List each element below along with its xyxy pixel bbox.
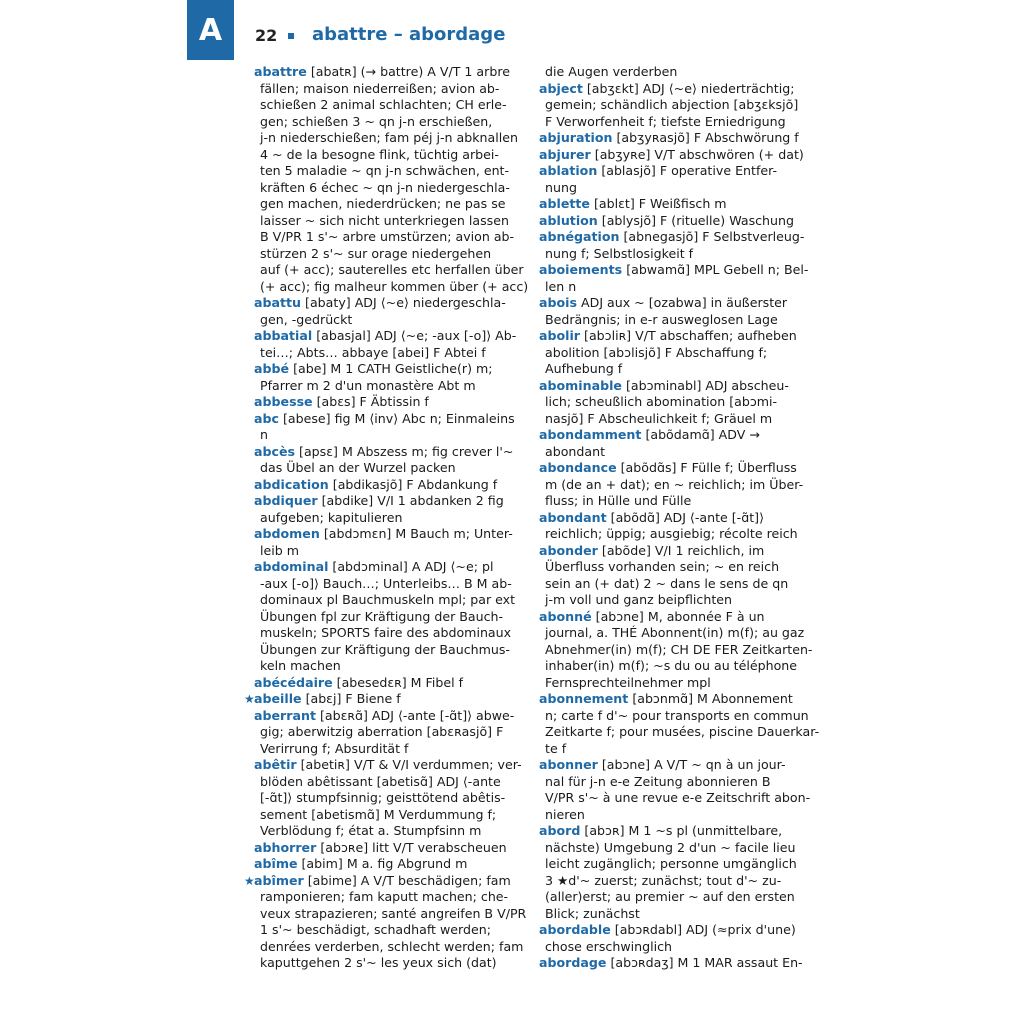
headword: abîmer bbox=[254, 872, 304, 888]
dictionary-entry bbox=[529, 427, 787, 444]
headword: abcès bbox=[254, 443, 296, 459]
entry-definition: [abnegasjõ] F Selbstverleug- bbox=[623, 229, 805, 244]
dictionary-entry bbox=[529, 130, 799, 147]
page-number: 22 bbox=[255, 26, 278, 45]
entry-continuation-line: (aller)erst; au premier ~ auf den ersten bbox=[545, 889, 795, 904]
headword: abonnement bbox=[539, 691, 629, 706]
headword: abnégation bbox=[539, 229, 620, 244]
entry-definition: [abɔʀe] litt V/T verabscheuen bbox=[320, 839, 507, 855]
entry-definition: [abɛʀɑ̃] ADJ ⟨-ante [-ɑ̃t]⟩ abwe- bbox=[319, 707, 515, 723]
entry-continuation-line: schießen 2 animal schlachten; CH erle- bbox=[260, 97, 507, 112]
entry-definition: [abdikasjõ] F Abdankung f bbox=[332, 476, 498, 492]
entry-definition: [abime] A V/T beschädigen; fam bbox=[307, 872, 511, 888]
entry-continuation-line: Zeitkarte f; pour musées, piscine Dauerkar- bbox=[545, 724, 820, 739]
entry-continuation-line: Überfluss vorhanden sein; ~ en reich bbox=[545, 559, 780, 574]
entry-continuation-line: abondant bbox=[545, 443, 606, 459]
entry-continuation-line: das Übel an der Wurzel packen bbox=[260, 460, 456, 475]
headword: abonner bbox=[539, 757, 598, 772]
headword: abbé bbox=[254, 361, 290, 376]
headword: aboiements bbox=[539, 262, 623, 277]
dictionary-entry bbox=[529, 262, 809, 279]
dictionary-entry bbox=[529, 378, 787, 395]
entry-continuation-line: sein an (+ dat) 2 ~ dans le sens de qn bbox=[545, 575, 789, 591]
headword: abdominal bbox=[254, 559, 329, 574]
entry-continuation-line: j-m voll und ganz beipflichten bbox=[545, 592, 732, 607]
entry-continuation-line: gen, -gedrückt bbox=[260, 311, 353, 327]
headword: abois bbox=[539, 295, 577, 310]
entry-continuation-line: ten 5 maladie ~ qn j-n schwächen, ent- bbox=[260, 163, 510, 178]
entry-continuation-line: -aux [-o]⟩ Bauch…; Unterleibs… B M ab- bbox=[260, 575, 512, 591]
entry-continuation-line: 4 ~ de la besogne flink, tüchtig arbei- bbox=[260, 146, 499, 162]
entry-definition: [ablasjõ] F operative Entfer- bbox=[601, 163, 778, 178]
dictionary-entry bbox=[244, 675, 514, 692]
entry-continuation-line: nasjõ] F Abscheulichkeit f; Gräuel m bbox=[545, 410, 773, 426]
dictionary-entry bbox=[244, 757, 522, 774]
dictionary-entry bbox=[529, 823, 787, 840]
entry-continuation-line: te f bbox=[545, 740, 567, 756]
headword: abdomen bbox=[254, 526, 320, 541]
dictionary-entry bbox=[529, 212, 794, 230]
entry-definition: [abetiʀ] V/T & V/I verdummen; ver- bbox=[300, 757, 522, 772]
right-column bbox=[529, 64, 820, 984]
entry-definition: [abõdɑ̃s] F Fülle f; Überfluss bbox=[620, 460, 797, 475]
header-square-icon bbox=[288, 33, 294, 39]
entry-continuation-line: nal für j-n e-e Zeitung abonnieren B bbox=[545, 773, 771, 789]
entry-continuation-line: j-n niederschießen; fam péj j-n abknallen bbox=[260, 130, 518, 145]
headword: abattu bbox=[254, 295, 302, 310]
dictionary-entry bbox=[529, 609, 787, 626]
entry-continuation-line: denrées verderben, schlecht werden; fam bbox=[260, 938, 524, 954]
headword: abhorrer bbox=[254, 839, 317, 855]
entry-definition: ADJ aux ~ [ozabwa] in äußerster bbox=[581, 295, 788, 310]
entry-continuation-line: keln machen bbox=[260, 658, 341, 673]
entry-continuation-line: lich; scheußlich abomination [abɔmi- bbox=[545, 394, 778, 409]
headword: abjurer bbox=[539, 146, 591, 162]
entry-continuation-line: reichlich; üppig; ausgiebig; récolte reich bbox=[545, 526, 798, 541]
dictionary-entry bbox=[244, 477, 514, 494]
running-head: abattre – abordage bbox=[312, 24, 506, 45]
entry-continuation-line: Pfarrer m 2 d'un monastère Abt m bbox=[260, 377, 476, 393]
dictionary-entry bbox=[244, 691, 514, 708]
entry-continuation-line: Bedrängnis; in e-r ausweglosen Lage bbox=[545, 311, 778, 327]
entry-continuation-line: fluss; in Hülle und Fülle bbox=[545, 493, 692, 508]
dictionary-entry bbox=[244, 361, 514, 378]
entry-continuation-line: gen machen, niederdrücken; ne pas se bbox=[260, 196, 506, 211]
dictionary-entry bbox=[244, 493, 514, 510]
entry-continuation-line: B V/PR 1 s'~ arbre umstürzen; avion ab- bbox=[260, 229, 515, 244]
dictionary-entry bbox=[244, 708, 514, 725]
headword: abîme bbox=[254, 856, 298, 871]
entry-continuation-line: n; carte f d'~ pour transports en commun bbox=[545, 707, 809, 723]
entry-continuation-line: gemein; schändlich abjection [abʒɛksjõ] bbox=[545, 97, 799, 112]
dictionary-entry bbox=[244, 873, 514, 890]
dictionary-entry bbox=[529, 691, 793, 708]
star-icon: ★ bbox=[244, 692, 255, 706]
entry-continuation-line: Aufhebung f bbox=[545, 361, 623, 376]
dictionary-entry bbox=[244, 295, 514, 312]
entry-definition: [apsɛ] M Abszess m; fig crever l'~ bbox=[299, 443, 514, 459]
entry-continuation-line: 1 s'~ beschädigt, schadhaft werden; bbox=[260, 922, 491, 937]
entry-continuation-line: die Augen verderben bbox=[545, 64, 678, 79]
entry-definition: [abʒyʀe] V/T abschwören (+ dat) bbox=[594, 146, 804, 162]
headword: abonné bbox=[539, 608, 592, 624]
entry-continuation-line: leicht zugänglich; personne umgänglich bbox=[545, 856, 797, 871]
entry-definition: [abɔʀ] M 1 ~s pl (unmittelbare, bbox=[584, 823, 783, 838]
headword: abolir bbox=[539, 328, 581, 343]
dictionary-entry bbox=[244, 444, 514, 461]
entry-definition: [abɛj] F Biene f bbox=[305, 691, 401, 706]
dictionary-entry bbox=[529, 80, 795, 98]
dictionary-entry bbox=[244, 840, 514, 857]
entry-continuation-line: fällen; maison niederreißen; avion ab- bbox=[260, 80, 500, 96]
dictionary-entry bbox=[529, 510, 787, 527]
entry-continuation-line: tei…; Abts… abbaye [abei] F Abtei f bbox=[260, 344, 486, 360]
dictionary-entry bbox=[529, 229, 805, 246]
entry-continuation-line: journal, a. THÉ Abonnent(in) m(f); au gaz bbox=[545, 625, 805, 640]
headword: abonder bbox=[539, 542, 598, 558]
entry-continuation-line: veux strapazieren; santé angreifen B V/PR bbox=[260, 905, 527, 921]
entry-continuation-line: abolition [abɔlisjõ] F Abschaffung f; bbox=[545, 344, 768, 360]
entry-definition: [abɔʀdaʒ] M 1 MAR assaut En- bbox=[610, 955, 803, 970]
headword: abbesse bbox=[254, 394, 313, 409]
entry-continuation-line: F Verworfenheit f; tiefste Erniedrigung bbox=[545, 113, 786, 129]
headword: ablette bbox=[539, 196, 590, 211]
entry-definition: [abɔnmɑ̃] M Abonnement bbox=[632, 691, 793, 706]
dictionary-entry bbox=[529, 196, 787, 213]
entry-continuation-line: Fernsprechteilnehmer mpl bbox=[545, 674, 711, 690]
dictionary-entry bbox=[244, 411, 514, 428]
entry-definition: [abasjal] ADJ ⟨~e; -aux [-o]⟩ Ab- bbox=[316, 328, 517, 343]
headword: abordage bbox=[539, 955, 607, 970]
entry-definition: [abõdɑ̃] ADJ ⟨-ante [-ɑ̃t]⟩ bbox=[610, 509, 764, 525]
entry-continuation-line: Übungen zur Kräftigung der Bauchmus- bbox=[260, 641, 510, 657]
entry-definition: [abatʀ] (→ battre) A V/T 1 arbre bbox=[310, 64, 510, 79]
headword: ablution bbox=[539, 212, 598, 228]
headword: ablation bbox=[539, 163, 598, 178]
dictionary-entry bbox=[529, 163, 787, 180]
entry-continuation-line: nung bbox=[545, 179, 577, 195]
entry-definition: [abõdamɑ̃] ADV → bbox=[645, 427, 760, 442]
dictionary-entry bbox=[244, 856, 514, 873]
entry-definition: [abe] M 1 CATH Geistliche(r) m; bbox=[293, 361, 493, 376]
entry-definition: [abdike] V/I 1 abdanken 2 fig bbox=[321, 493, 504, 508]
entry-continuation-line: chose erschwinglich bbox=[545, 938, 672, 954]
entry-continuation-line: kräften 6 échec ~ qn j-n niedergeschla- bbox=[260, 179, 510, 195]
entry-continuation-line: len n bbox=[545, 278, 577, 294]
headword: abbatial bbox=[254, 328, 313, 343]
letter-tab: A bbox=[187, 0, 234, 60]
headword: abordable bbox=[539, 922, 611, 937]
headword: abondant bbox=[539, 509, 607, 525]
headword: abdiquer bbox=[254, 493, 318, 508]
entry-continuation-line: V/PR s'~ à une revue e-e Zeitschrift abon- bbox=[545, 790, 811, 805]
entry-definition: [abɔne] A V/T ~ qn à un jour- bbox=[601, 757, 786, 772]
headword: abc bbox=[254, 410, 279, 426]
entry-continuation-line: Blick; zunächst bbox=[545, 905, 640, 921]
dictionary-entry bbox=[529, 328, 797, 345]
entry-definition: [abõde] V/I 1 reichlich, im bbox=[601, 542, 765, 558]
headword: abeille bbox=[254, 691, 302, 706]
entry-continuation-line: auf (+ acc); sauterelles etc herfallen über bbox=[260, 262, 524, 277]
headword: abject bbox=[539, 80, 583, 96]
dictionary-entry bbox=[529, 295, 787, 312]
entry-definition: [abʒyʀasjõ] F Abschwörung f bbox=[616, 130, 799, 145]
entry-continuation-line: ramponieren; fam kaputt machen; che- bbox=[260, 889, 509, 904]
entry-continuation-line: blöden abêtissant [abetisɑ̃] ADJ ⟨-ante bbox=[260, 773, 501, 789]
entry-continuation-line: Abnehmer(in) m(f); CH DE FER Zeitkarten- bbox=[545, 641, 813, 657]
entry-definition: [abwamɑ̃] MPL Gebell n; Bel- bbox=[626, 262, 809, 277]
entry-definition: [abʒɛkt] ADJ ⟨~e⟩ niederträchtig; bbox=[586, 80, 795, 96]
entry-continuation-line: kaputtgehen 2 s'~ les yeux sich (dat) bbox=[260, 955, 497, 970]
dictionary-entry bbox=[244, 526, 514, 543]
entry-continuation-line: muskeln; SPORTS faire des abdominaux bbox=[260, 625, 512, 640]
headword: abêtir bbox=[254, 757, 297, 772]
headword: abdication bbox=[254, 476, 329, 492]
entry-continuation-line: nung f; Selbstlosigkeit f bbox=[545, 245, 694, 261]
headword: abominable bbox=[539, 377, 622, 393]
headword: abattre bbox=[254, 64, 307, 79]
dictionary-entry bbox=[529, 543, 787, 560]
entry-continuation-line: sement [abetismɑ̃] M Verdummung f; bbox=[260, 806, 497, 822]
entry-continuation-line: dominaux pl Bauchmuskeln mpl; par ext bbox=[260, 592, 516, 607]
entry-continuation-line: leib m bbox=[260, 542, 300, 558]
entry-continuation-line: m (de an + dat); en ~ reichlich; im Über- bbox=[545, 476, 804, 492]
entry-definition: [abɔliʀ] V/T abschaffen; aufheben bbox=[584, 328, 797, 343]
entry-definition: [abesedɛʀ] M Fibel f bbox=[336, 674, 464, 690]
entry-continuation-line: n bbox=[260, 427, 268, 442]
entry-continuation-line: Verblödung f; état a. Stumpfsinn m bbox=[260, 823, 482, 838]
entry-continuation-line: gig; aberwitzig aberration [abɛʀasjõ] F bbox=[260, 724, 504, 739]
dictionary-entry bbox=[529, 955, 803, 972]
entry-continuation-line: nächste) Umgebung 2 d'un ~ facile lieu bbox=[545, 839, 796, 855]
dictionary-entry bbox=[529, 146, 804, 164]
entry-continuation-line: laisser ~ sich nicht unterkriegen lassen bbox=[260, 212, 509, 228]
headword: aberrant bbox=[254, 707, 316, 723]
entry-continuation-line: 3 ★d'~ zuerst; zunächst; tout d'~ zu- bbox=[545, 872, 782, 888]
entry-definition: [abɔne] M, abonnée F à un bbox=[595, 608, 765, 624]
headword: abjuration bbox=[539, 130, 613, 145]
dictionary-entry bbox=[244, 328, 517, 345]
entry-definition: [abese] fig M ⟨inv⟩ Abc n; Einmaleins bbox=[283, 410, 515, 426]
headword: abord bbox=[539, 823, 581, 838]
left-column bbox=[244, 64, 529, 984]
star-icon: ★ bbox=[244, 873, 255, 888]
entry-continuation-line: stürzen 2 s'~ sur orage niedergehen bbox=[260, 245, 492, 261]
entry-definition: [ablysjõ] F (rituelle) Waschung bbox=[601, 212, 794, 228]
dictionary-entry bbox=[244, 64, 514, 81]
entry-definition: [abim] M a. fig Abgrund m bbox=[301, 856, 468, 871]
entry-continuation-line: gen; schießen 3 ~ qn j-n erschießen, bbox=[260, 113, 493, 129]
dictionary-entry bbox=[529, 922, 796, 939]
entry-continuation-line: [-ɑ̃t]⟩ stumpfsinnig; geisttötend abêtis- bbox=[260, 790, 506, 805]
entry-continuation-line: inhaber(in) m(f); ~s du ou au téléphone bbox=[545, 658, 798, 673]
entry-definition: [abaty] ADJ ⟨~e⟩ niedergeschla- bbox=[305, 295, 506, 310]
dictionary-entry bbox=[244, 394, 514, 411]
entry-continuation-line: nieren bbox=[545, 806, 585, 822]
dictionary-entry bbox=[244, 559, 514, 576]
entry-continuation-line: (+ acc); fig malheur kommen über (+ acc) bbox=[260, 278, 529, 294]
entry-continuation-line: aufgeben; kapitulieren bbox=[260, 509, 403, 525]
dictionary-entry bbox=[529, 757, 787, 774]
headword: abondance bbox=[539, 460, 617, 475]
entry-definition: [abdɔminal] A ADJ ⟨~e; pl bbox=[332, 559, 494, 574]
entry-definition: [abɛs] F Äbtissin f bbox=[316, 394, 429, 409]
entry-definition: [ablɛt] F Weißfisch m bbox=[593, 196, 727, 211]
entry-definition: [abɔminabl] ADJ abscheu- bbox=[625, 377, 789, 393]
headword: abondamment bbox=[539, 427, 642, 442]
entry-continuation-line: Verirrung f; Absurdität f bbox=[260, 740, 409, 756]
dictionary-entry bbox=[529, 460, 797, 477]
entry-continuation-line: Übungen fpl zur Kräftigung der Bauch- bbox=[260, 608, 504, 624]
entry-definition: [abdɔmɛn] M Bauch m; Unter- bbox=[323, 526, 513, 541]
headword: abécédaire bbox=[254, 674, 333, 690]
entry-definition: [abɔʀdabl] ADJ (≈prix d'une) bbox=[614, 922, 796, 937]
